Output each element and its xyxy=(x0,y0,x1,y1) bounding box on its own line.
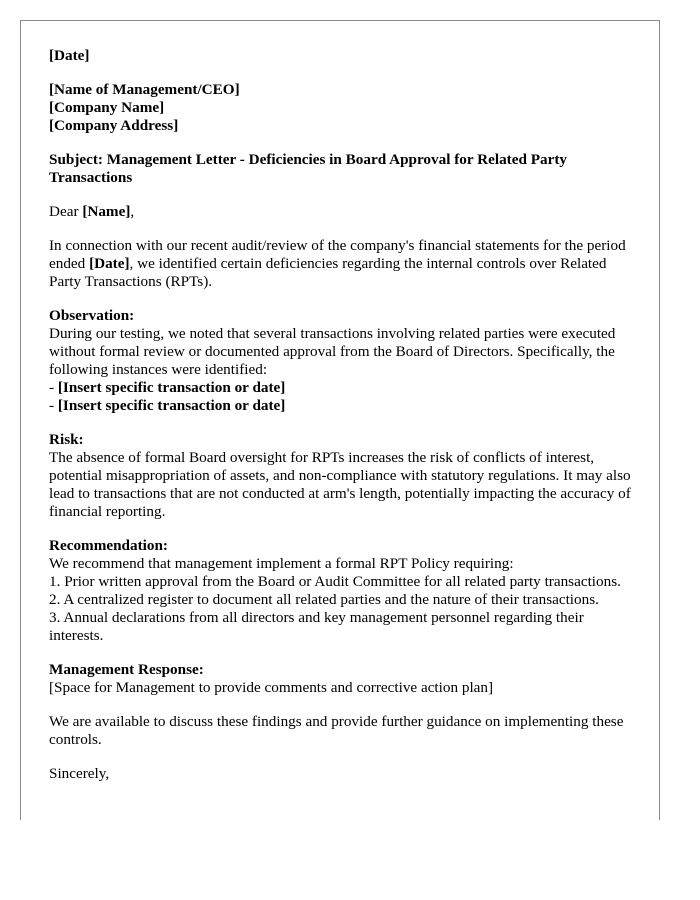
recipient-address: [Company Address] xyxy=(49,117,179,134)
observation-section xyxy=(49,307,639,415)
risk-section xyxy=(49,431,639,521)
recommendation-item: 1. Prior written approval from the Board or Audit Committee for all related party transactions. xyxy=(49,573,621,590)
observation-item xyxy=(49,397,639,415)
observation-text: During our testing, we noted that several transactions involving related parties were executed without formal review or documented approval from the Board of Directors. Specifically, the following instances were identified: xyxy=(49,325,616,378)
letter-body xyxy=(49,47,639,799)
management-response-heading: Management Response: xyxy=(49,661,204,678)
letter-date-block xyxy=(49,47,639,65)
recommendation-item: 3. Annual declarations from all directors and key management personnel regarding their interests. xyxy=(49,609,584,644)
letter-page xyxy=(20,20,660,820)
closing-paragraph xyxy=(49,713,639,749)
closing-text: We are available to discuss these findings and provide further guidance on implementing these controls. xyxy=(49,713,624,748)
intro-text-end: , we identified certain deficiencies regarding the internal controls over Related Party Transactions (RPTs). xyxy=(49,255,607,290)
recommendation-item: 2. A centralized register to document all related parties and the nature of their transactions. xyxy=(49,591,599,608)
salutation-name: [Name] xyxy=(82,203,131,220)
salutation xyxy=(49,203,639,221)
subject-line xyxy=(49,151,639,187)
recommendation-section xyxy=(49,537,639,645)
management-response-section xyxy=(49,661,639,697)
item-dash: - xyxy=(49,379,58,396)
risk-text: The absence of formal Board oversight for RPTs increases the risk of conflicts of interest, potential misappropriation of assets, and non-compliance with statutory regulations. It may also lead to transactions that are not conducted at arm's length, potentially impacting the accuracy of financial reporting. xyxy=(49,449,631,520)
recommendation-intro: We recommend that management implement a formal RPT Policy requiring: xyxy=(49,555,514,572)
intro-text-start: In connection with our recent audit/review of the company's financial statements for the period ended xyxy=(49,237,626,272)
management-response-text: [Space for Management to provide comments and corrective action plan] xyxy=(49,679,494,696)
sign-off: Sincerely, xyxy=(49,765,110,782)
risk-heading: Risk: xyxy=(49,431,84,448)
item-dash: - xyxy=(49,397,58,414)
sign-off-block xyxy=(49,765,639,783)
item-placeholder: [Insert specific transaction or date] xyxy=(57,397,286,414)
salutation-prefix: Dear xyxy=(49,203,83,220)
recipient-name: [Name of Management/CEO] xyxy=(49,81,240,98)
intro-period-date: [Date] xyxy=(89,255,130,272)
observation-heading: Observation: xyxy=(49,307,135,324)
letter-date: [Date] xyxy=(49,47,90,64)
recipient-block xyxy=(49,81,639,135)
salutation-suffix: , xyxy=(130,203,135,220)
intro-paragraph xyxy=(49,237,639,291)
recipient-company: [Company Name] xyxy=(49,99,165,116)
recommendation-heading: Recommendation: xyxy=(49,537,168,554)
subject-text: Subject: Management Letter - Deficiencies in Board Approval for Related Party Transactions xyxy=(49,151,567,186)
observation-item xyxy=(49,379,639,397)
item-placeholder: [Insert specific transaction or date] xyxy=(57,379,286,396)
